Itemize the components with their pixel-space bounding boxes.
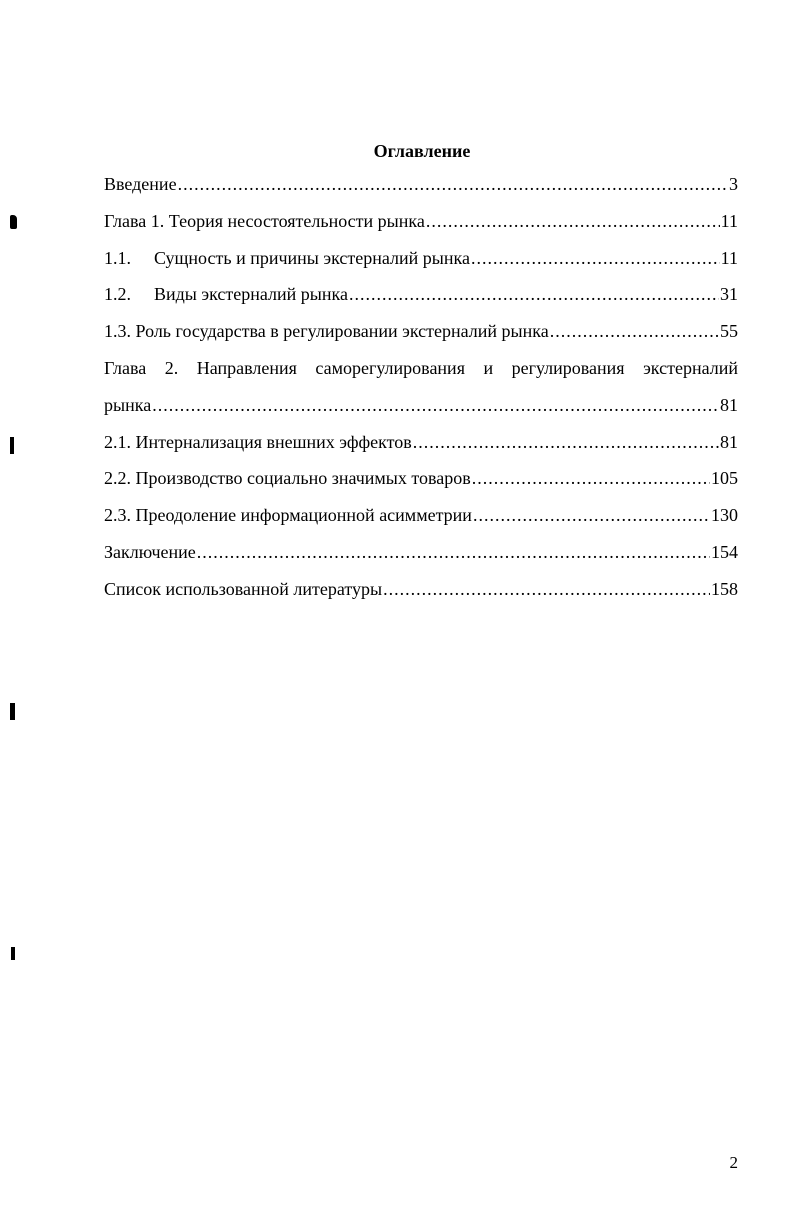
toc-word: регулирования — [511, 357, 625, 378]
toc-entry-page: 158 — [711, 578, 738, 599]
page-number: 2 — [729, 1153, 738, 1172]
binding-hole-mark — [10, 437, 14, 454]
toc-entry-number: 1.1. — [104, 247, 131, 268]
toc-word: и — [483, 357, 494, 378]
toc-entry-label: 2.2. Производство социально значимых товаров — [104, 468, 471, 489]
toc-entry-label: Сущность и причины экстерналий рынка — [154, 247, 470, 268]
toc-leader-dots — [383, 579, 710, 600]
toc-entry-label: 1.3. Роль государства в регулировании экстерналий рынка — [104, 321, 549, 342]
toc-leader-dots — [349, 284, 719, 305]
toc-entry — [104, 174, 738, 211]
toc-entry-label: Виды экстерналий рынка — [154, 284, 348, 305]
toc-entry-label: Заключение — [104, 541, 196, 562]
toc-word: 2. — [164, 357, 179, 378]
binding-hole-mark — [11, 947, 15, 960]
toc-entry-page: 81 — [720, 394, 738, 415]
table-of-contents — [104, 174, 738, 616]
toc-entry — [104, 579, 738, 616]
toc-entry-label: Введение — [104, 174, 177, 194]
toc-entry — [104, 432, 738, 469]
toc-entry-label: 2.3. Преодоление информационной асимметрии — [104, 505, 472, 526]
toc-entry-page: 154 — [711, 541, 738, 562]
toc-entry-page: 31 — [720, 284, 738, 305]
toc-entry-number: 1.2. — [104, 284, 131, 305]
toc-entry — [104, 468, 738, 505]
toc-entry-page: 11 — [720, 247, 738, 268]
toc-entry-wrapped-line — [104, 358, 738, 395]
toc-entry — [104, 211, 738, 248]
binding-hole-mark — [10, 215, 17, 229]
toc-entry-page: 55 — [720, 321, 738, 342]
toc-leader-dots — [426, 211, 720, 232]
toc-word: Направления — [196, 357, 297, 378]
toc-leader-dots — [178, 174, 728, 195]
toc-entry-page: 3 — [729, 174, 738, 194]
toc-entry — [104, 395, 738, 432]
toc-word: экстерналий — [643, 357, 738, 378]
toc-entry-page: 81 — [720, 431, 738, 452]
binding-hole-mark — [10, 703, 15, 720]
toc-word: Глава — [104, 357, 147, 378]
toc-entry — [104, 542, 738, 579]
toc-leader-dots — [472, 468, 710, 489]
toc-entry-page: 105 — [711, 468, 738, 489]
toc-entry-label: Глава 1. Теория несостоятельности рынка — [104, 210, 425, 231]
toc-entry — [104, 321, 738, 358]
toc-entry-label: рынка — [104, 394, 152, 415]
toc-entry — [104, 284, 738, 321]
toc-leader-dots — [152, 395, 719, 416]
toc-entry-label: Список использованной литературы — [104, 578, 383, 599]
toc-leader-dots — [473, 505, 710, 526]
toc-leader-dots — [413, 432, 719, 453]
toc-leader-dots — [471, 248, 720, 269]
toc-entry-page: 11 — [720, 210, 738, 231]
toc-entry — [104, 505, 738, 542]
toc-leader-dots — [197, 542, 710, 563]
toc-word: саморегулирования — [315, 357, 465, 378]
toc-entry-label: 2.1. Интернализация внешних эффектов — [104, 431, 412, 452]
page-title: Оглавление — [373, 141, 471, 161]
toc-entry — [104, 248, 738, 285]
toc-leader-dots — [550, 321, 719, 342]
toc-entry-page: 130 — [711, 505, 738, 526]
